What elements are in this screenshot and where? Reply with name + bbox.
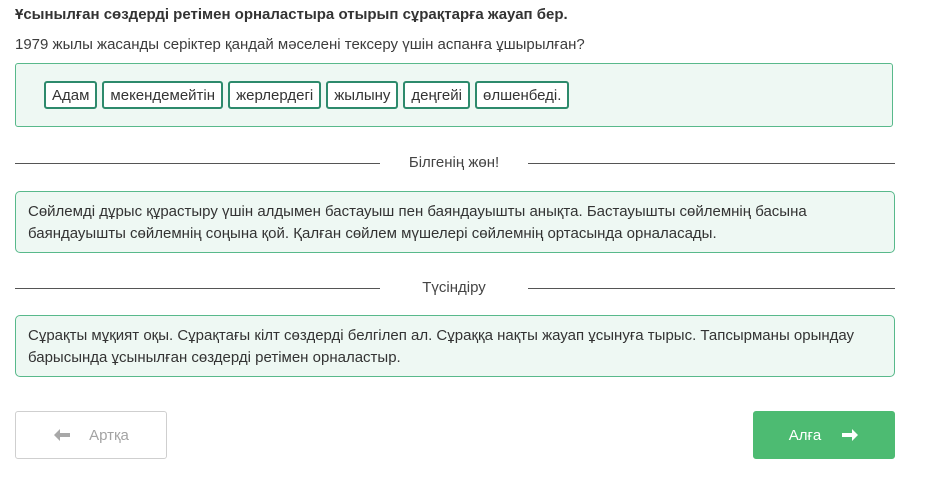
word-chip[interactable]: жылыну xyxy=(326,81,398,109)
explanation-title: Түсіндіру xyxy=(422,279,486,296)
hint-text: Сөйлемді дұрыс құрастыру үшін алдымен бастауыш пен баяндауышты анықта. Бастауышты сөйлемнің басына баяндауышты сөйлемнің соңына қой. Қалған сөйлем мүшелері сөйлемнің ортасында орналасады. xyxy=(28,203,807,242)
hint-panel xyxy=(15,191,895,253)
divider-line xyxy=(15,288,380,289)
explanation-text: Сұрақты мұқият оқы. Сұрақтағы кілт сөздерді белгілеп ал. Сұраққа нақты жауап ұсынуға тырыс. Тапсырманы орындау барысында ұсынылған сөздерді ретімен орналастыр. xyxy=(28,327,855,366)
word-chip[interactable]: Адам xyxy=(44,81,97,109)
word-chip[interactable]: мекендемейтін xyxy=(102,81,223,109)
task-instruction: Ұсынылған сөздерді ретімен орналастыра отырып сұрақтарға жауап бер. xyxy=(15,6,568,23)
word-chip[interactable]: деңгейі xyxy=(403,81,470,109)
divider-line xyxy=(528,288,895,289)
answer-area xyxy=(15,63,893,127)
divider-line xyxy=(528,163,895,164)
word-chip[interactable]: жерлердегі xyxy=(228,81,321,109)
explanation-panel xyxy=(15,315,895,377)
back-button[interactable] xyxy=(15,411,167,459)
word-chip[interactable]: өлшенбеді. xyxy=(475,81,569,109)
arrow-left-icon xyxy=(53,428,71,442)
back-button-label: Артқа xyxy=(89,426,129,444)
divider-line xyxy=(15,163,380,164)
explanation-divider xyxy=(15,279,895,299)
hint-title: Білгенің жөн! xyxy=(408,154,500,171)
hint-divider xyxy=(15,154,895,174)
question-text: 1979 жылы жасанды серіктер қандай мәселені тексеру үшін аспанға ұшырылған? xyxy=(15,36,585,53)
next-button[interactable] xyxy=(753,411,895,459)
arrow-right-icon xyxy=(841,428,859,442)
next-button-label: Алға xyxy=(788,426,822,444)
word-chip-list xyxy=(44,81,569,109)
